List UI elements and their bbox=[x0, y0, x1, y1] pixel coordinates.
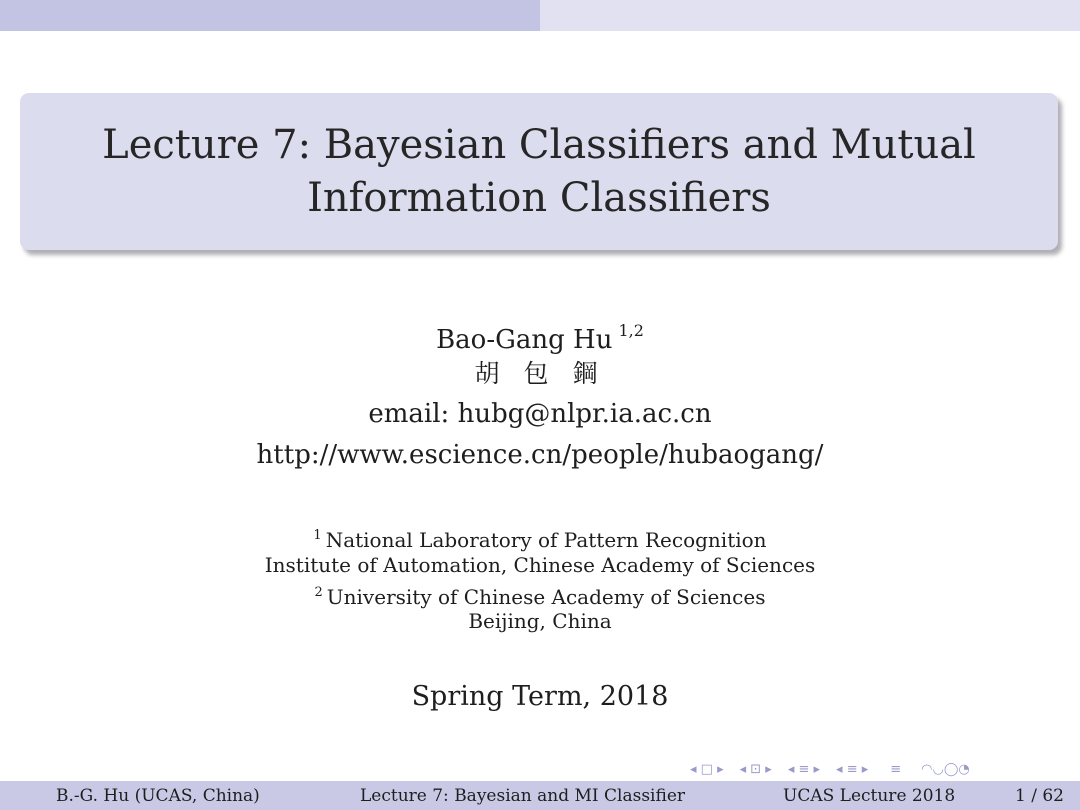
author-line bbox=[0, 313, 1080, 358]
affiliation-line bbox=[0, 522, 1080, 554]
author-name: Bao-Gang Hu bbox=[436, 325, 613, 355]
toc-icon[interactable]: ≡ bbox=[890, 761, 902, 777]
header-bar-left bbox=[0, 0, 540, 31]
header-bar bbox=[0, 0, 1080, 31]
author-chinese-name: 胡 包 鋼 bbox=[474, 359, 606, 388]
part-nav-icon[interactable]: ◂ ≡ ▸ bbox=[836, 761, 869, 777]
frame-nav-icon[interactable]: ◂ □ ▸ bbox=[690, 761, 724, 777]
author-email: email: hubg@nlpr.ia.ac.cn bbox=[368, 399, 712, 429]
affiliation-text: Beijing, China bbox=[468, 609, 612, 633]
beamer-navigation-bar bbox=[690, 760, 1075, 778]
header-bar-right bbox=[540, 0, 1080, 31]
affiliation-mark: 2 bbox=[314, 585, 323, 600]
slide-title-line-2: Information Classifiers bbox=[307, 174, 771, 221]
footer-bar bbox=[0, 781, 1080, 810]
author-homepage-url: http://www.escience.cn/people/hubaogang/ bbox=[256, 440, 824, 470]
section-nav-icon[interactable]: ◂ ≡ ▸ bbox=[787, 761, 821, 777]
footer-lecture-title: Lecture 7: Bayesian and MI Classifier bbox=[360, 785, 686, 806]
affiliation-text: Institute of Automation, Chinese Academy of Sciences bbox=[264, 553, 816, 577]
affiliation-text: National Laboratory of Pattern Recognition bbox=[325, 528, 767, 552]
term-date: Spring Term, 2018 bbox=[411, 681, 669, 712]
search-icon[interactable]: ◠◡◯◔ bbox=[921, 761, 970, 777]
subsection-nav-icon[interactable]: ◂ ⊡ ▸ bbox=[739, 761, 772, 777]
footer-author: B.-G. Hu (UCAS, China) bbox=[56, 785, 260, 806]
title-block bbox=[20, 93, 1058, 250]
slide-title-line-1: Lecture 7: Bayesian Classifiers and Mutual bbox=[102, 121, 976, 168]
affiliation-line bbox=[0, 551, 1080, 579]
author-affiliation-marks: 1,2 bbox=[618, 321, 644, 340]
footer-page-number: 1 / 62 bbox=[1015, 785, 1064, 806]
affiliation-mark: 1 bbox=[313, 528, 322, 543]
footer-course: UCAS Lecture 2018 bbox=[783, 785, 956, 806]
affiliation-text: University of Chinese Academy of Sciences bbox=[326, 585, 766, 609]
affiliation-line bbox=[0, 607, 1080, 635]
